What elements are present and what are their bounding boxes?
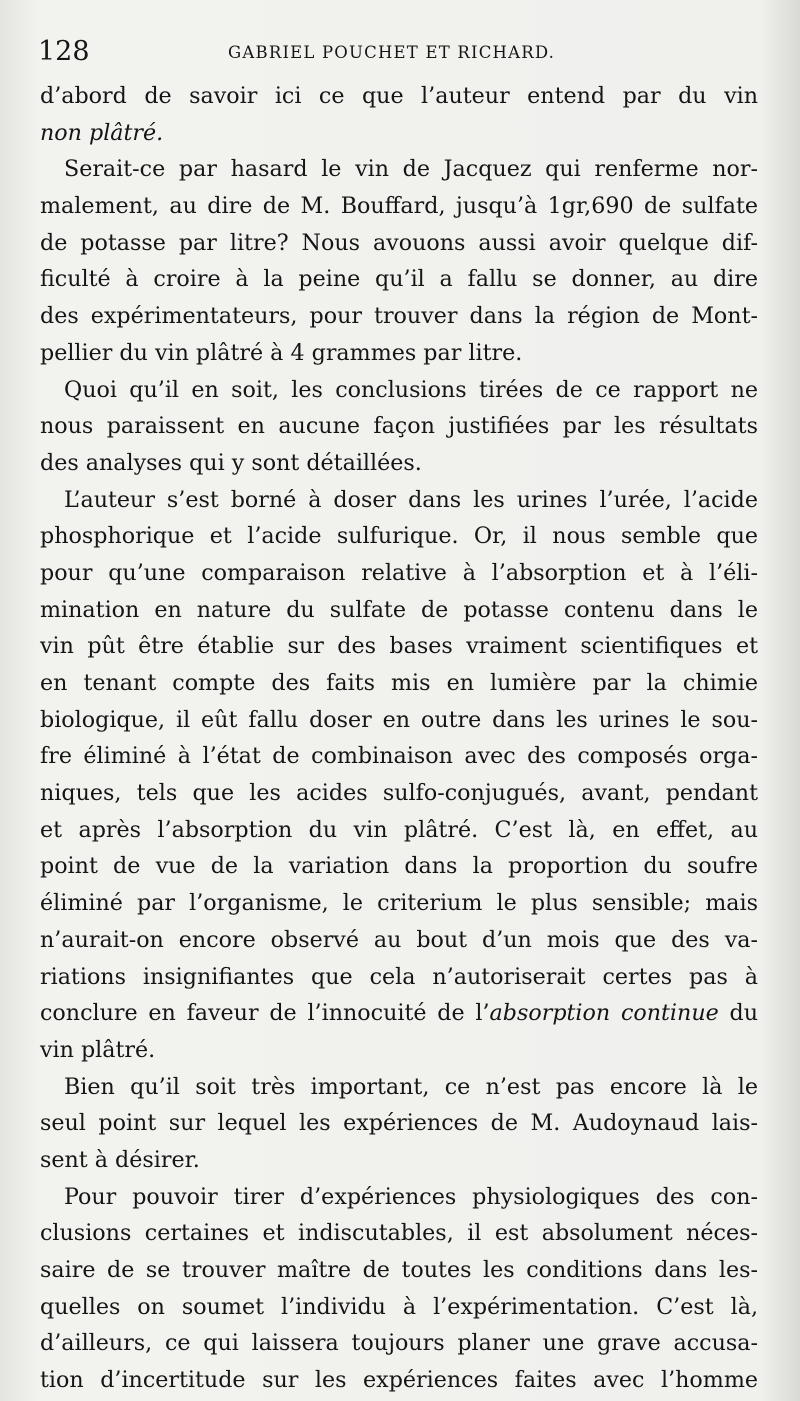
text-line: clusions certaines et indiscutables, il est absolument néces- (40, 1220, 758, 1247)
text-line: nous paraissent en aucune façon justifiées par les résultats (40, 413, 758, 440)
text-line: Bien qu’il soit très important, ce n’est pas encore là le (64, 1073, 758, 1100)
text-line: de potasse par litre? Nous avouons aussi avoir quelque dif- (40, 229, 758, 256)
running-head: GABRIEL POUCHET ET RICHARD. (228, 43, 556, 62)
text-line: des expérimentateurs, pour trouver dans la région de Mont- (40, 303, 758, 330)
text-line: éliminé par l’organisme, le criterium le plus sensible; mais (40, 890, 758, 917)
text-line: quelles on soumet l’individu à l’expérimentation. C’est là, (40, 1293, 758, 1320)
page-header (38, 36, 758, 68)
text-line: pour qu’une comparaison relative à l’absorption et à l’éli- (40, 559, 758, 586)
text-line: point de vue de la variation dans la proportion du soufre (40, 853, 758, 880)
text-line: L’auteur s’est borné à doser dans les urines l’urée, l’acide (64, 486, 758, 513)
text-line: ficulté à croire à la peine qu’il a fallu se donner, au dire (40, 266, 758, 293)
text-line: vin plâtré. (40, 1036, 156, 1063)
text-line: biologique, il eût fallu doser en outre dans les urines le sou- (40, 706, 758, 733)
text-line: riations insignifiantes que cela n’autoriserait certes pas à (40, 963, 758, 990)
text-line: des analyses qui y sont détaillées. (40, 449, 422, 476)
italic-text: non plâtré. (40, 119, 164, 146)
text-line: n’aurait-on encore observé au bout d’un mois que des va- (40, 926, 758, 953)
text-line (40, 115, 758, 152)
page-number: 128 (38, 36, 90, 67)
text-line: d’abord de savoir ici ce que l’auteur entend par du vin (40, 83, 758, 109)
text-line: sent à désirer. (40, 1146, 200, 1173)
text-line: phosphorique et l’acide sulfurique. Or, il nous semble que (40, 523, 758, 550)
text-line: d’ailleurs, ce qui laissera toujours planer une grave accusa- (40, 1330, 758, 1357)
text-line: en tenant compte des faits mis en lumière par la chimie (40, 670, 758, 696)
text-line: malement, au dire de M. Bouffard, jusqu’à 1gr,690 de sulfate (40, 193, 758, 220)
body-text (40, 78, 758, 1399)
text-line: pellier du vin plâtré à 4 grammes par litre. (40, 339, 523, 366)
text-line: conclure en faveur de l’innocuité de l’absorption continue du (40, 1000, 759, 1027)
text-line: saire de se trouver maître de toutes les conditions dans les- (40, 1257, 758, 1283)
text-line: et après l’absorption du vin plâtré. C’est là, en effet, au (40, 816, 758, 843)
text-line: Quoi qu’il en soit, les conclusions tirées de ce rapport ne (64, 376, 758, 403)
text-line: tion d’incertitude sur les expériences faites avec l’homme (40, 1367, 758, 1394)
text-line: Pour pouvoir tirer d’expériences physiologiques des con- (64, 1183, 758, 1210)
text-line: Serait-ce par hasard le vin de Jacquez qui renferme nor- (64, 156, 758, 183)
text-line: mination en nature du sulfate de potasse contenu dans le (40, 596, 758, 623)
text-line: vin pût être établie sur des bases vraiment scientifiques et (40, 633, 758, 660)
text-line: niques, tels que les acides sulfo-conjugués, avant, pendant (40, 780, 758, 807)
text-line: seul point sur lequel les expériences de M. Audoynaud lais- (40, 1110, 758, 1137)
text-line: fre éliminé à l’état de combinaison avec des composés orga- (40, 743, 758, 770)
